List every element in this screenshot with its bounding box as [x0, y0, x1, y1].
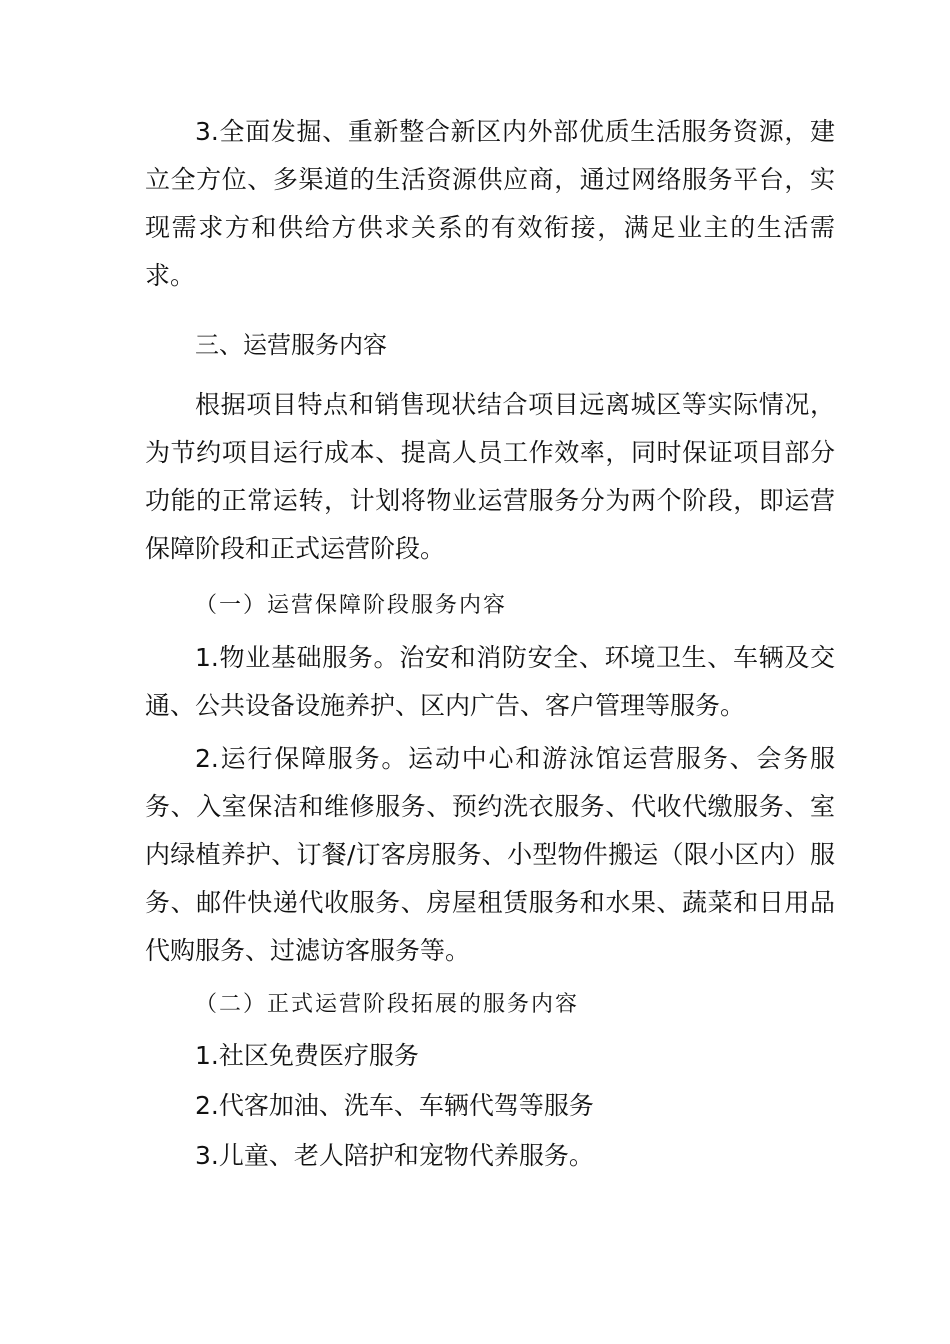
paragraph-support-services: 2.运行保障服务。运动中心和游泳馆运营服务、会务服务、入室保洁和维修服务、预约洗衣服务、代收代缴服务、室内绿植养护、订餐/订客房服务、小型物件搬运（限小区内）服务、邮件快递代收服务、房屋租赁服务和水果、蔬菜和日用品代购服务、过滤访客服务等。	[145, 744, 835, 965]
paragraph-resource-integration: 3.全面发掘、重新整合新区内外部优质生活服务资源，建立全方位、多渠道的生活资源供应商，通过网络服务平台，实现需求方和供给方供求关系的有效衔接，满足业主的生活需求。	[145, 117, 835, 290]
paragraph-operation-plan: 根据项目特点和销售现状结合项目远离城区等实际情况，为节约项目运行成本、提高人员工作效率，同时保证项目部分功能的正常运转，计划将物业运营服务分为两个阶段，即运营保障阶段和正式运营阶段。	[145, 390, 835, 563]
list-item-car-services: 2.代客加油、洗车、车辆代驾等服务	[195, 1091, 594, 1120]
list-item-medical: 1.社区免费医疗服务	[195, 1041, 419, 1070]
subheading-stage-one: （一）运营保障阶段服务内容	[195, 593, 508, 618]
list-item-care-services: 3.儿童、老人陪护和宠物代养服务。	[195, 1141, 594, 1170]
section-heading-operations: 三、运营服务内容	[195, 331, 387, 359]
paragraph-basic-services: 1.物业基础服务。治安和消防安全、环境卫生、车辆及交通、公共设备设施养护、区内广告、客户管理等服务。	[145, 643, 835, 720]
subheading-stage-two: （二）正式运营阶段拓展的服务内容	[195, 992, 580, 1017]
